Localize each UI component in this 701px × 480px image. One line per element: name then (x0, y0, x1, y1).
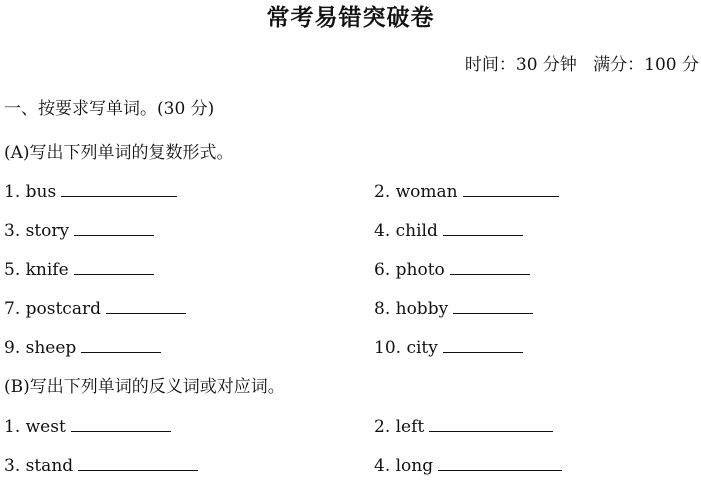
answer-blank[interactable] (453, 312, 533, 314)
full-score: 满分：100 分 (593, 55, 699, 75)
question-item (374, 454, 562, 478)
part-a-instruction: (A)写出下列单词的复数形式。 (4, 143, 234, 163)
question-item (374, 415, 553, 439)
time-limit: 时间：30 分钟 (464, 55, 577, 75)
question-item (374, 297, 533, 321)
question-label: 6. photo (374, 260, 445, 280)
question-label: 2. left (374, 417, 425, 437)
answer-blank[interactable] (463, 195, 559, 197)
question-item (374, 258, 530, 282)
answer-blank[interactable] (74, 273, 154, 275)
question-item (4, 258, 154, 282)
question-label: 7. postcard (4, 299, 101, 319)
answer-blank[interactable] (61, 195, 177, 197)
answer-blank[interactable] (71, 430, 171, 432)
answer-blank[interactable] (74, 234, 154, 236)
question-item (4, 336, 161, 360)
answer-blank[interactable] (450, 273, 530, 275)
question-label: 10. city (374, 338, 438, 358)
question-item (4, 219, 154, 243)
answer-blank[interactable] (438, 469, 562, 471)
section-heading: 一、按要求写单词。(30 分) (4, 99, 215, 119)
question-label: 8. hobby (374, 299, 449, 319)
answer-blank[interactable] (81, 351, 161, 353)
answer-blank[interactable] (78, 469, 198, 471)
question-label: 3. stand (4, 456, 74, 476)
answer-blank[interactable] (429, 430, 553, 432)
question-item (4, 454, 198, 478)
question-label: 5. knife (4, 260, 69, 280)
question-label: 4. long (374, 456, 434, 476)
question-label: 3. story (4, 221, 70, 241)
question-item (374, 219, 523, 243)
exam-meta (465, 53, 699, 77)
question-label: 9. sheep (4, 338, 77, 358)
question-item (4, 180, 177, 204)
question-label: 2. woman (374, 182, 458, 202)
part-b-instruction: (B)写出下列单词的反义词或对应词。 (4, 377, 285, 397)
question-label: 4. child (374, 221, 438, 241)
question-item (374, 336, 523, 360)
question-item (374, 180, 559, 204)
question-item (4, 415, 171, 439)
answer-blank[interactable] (106, 312, 186, 314)
question-item (4, 297, 186, 321)
question-label: 1. west (4, 417, 66, 437)
page-title: 常考易错突破卷 (266, 5, 435, 31)
answer-blank[interactable] (443, 234, 523, 236)
question-label: 1. bus (4, 182, 57, 202)
answer-blank[interactable] (443, 351, 523, 353)
